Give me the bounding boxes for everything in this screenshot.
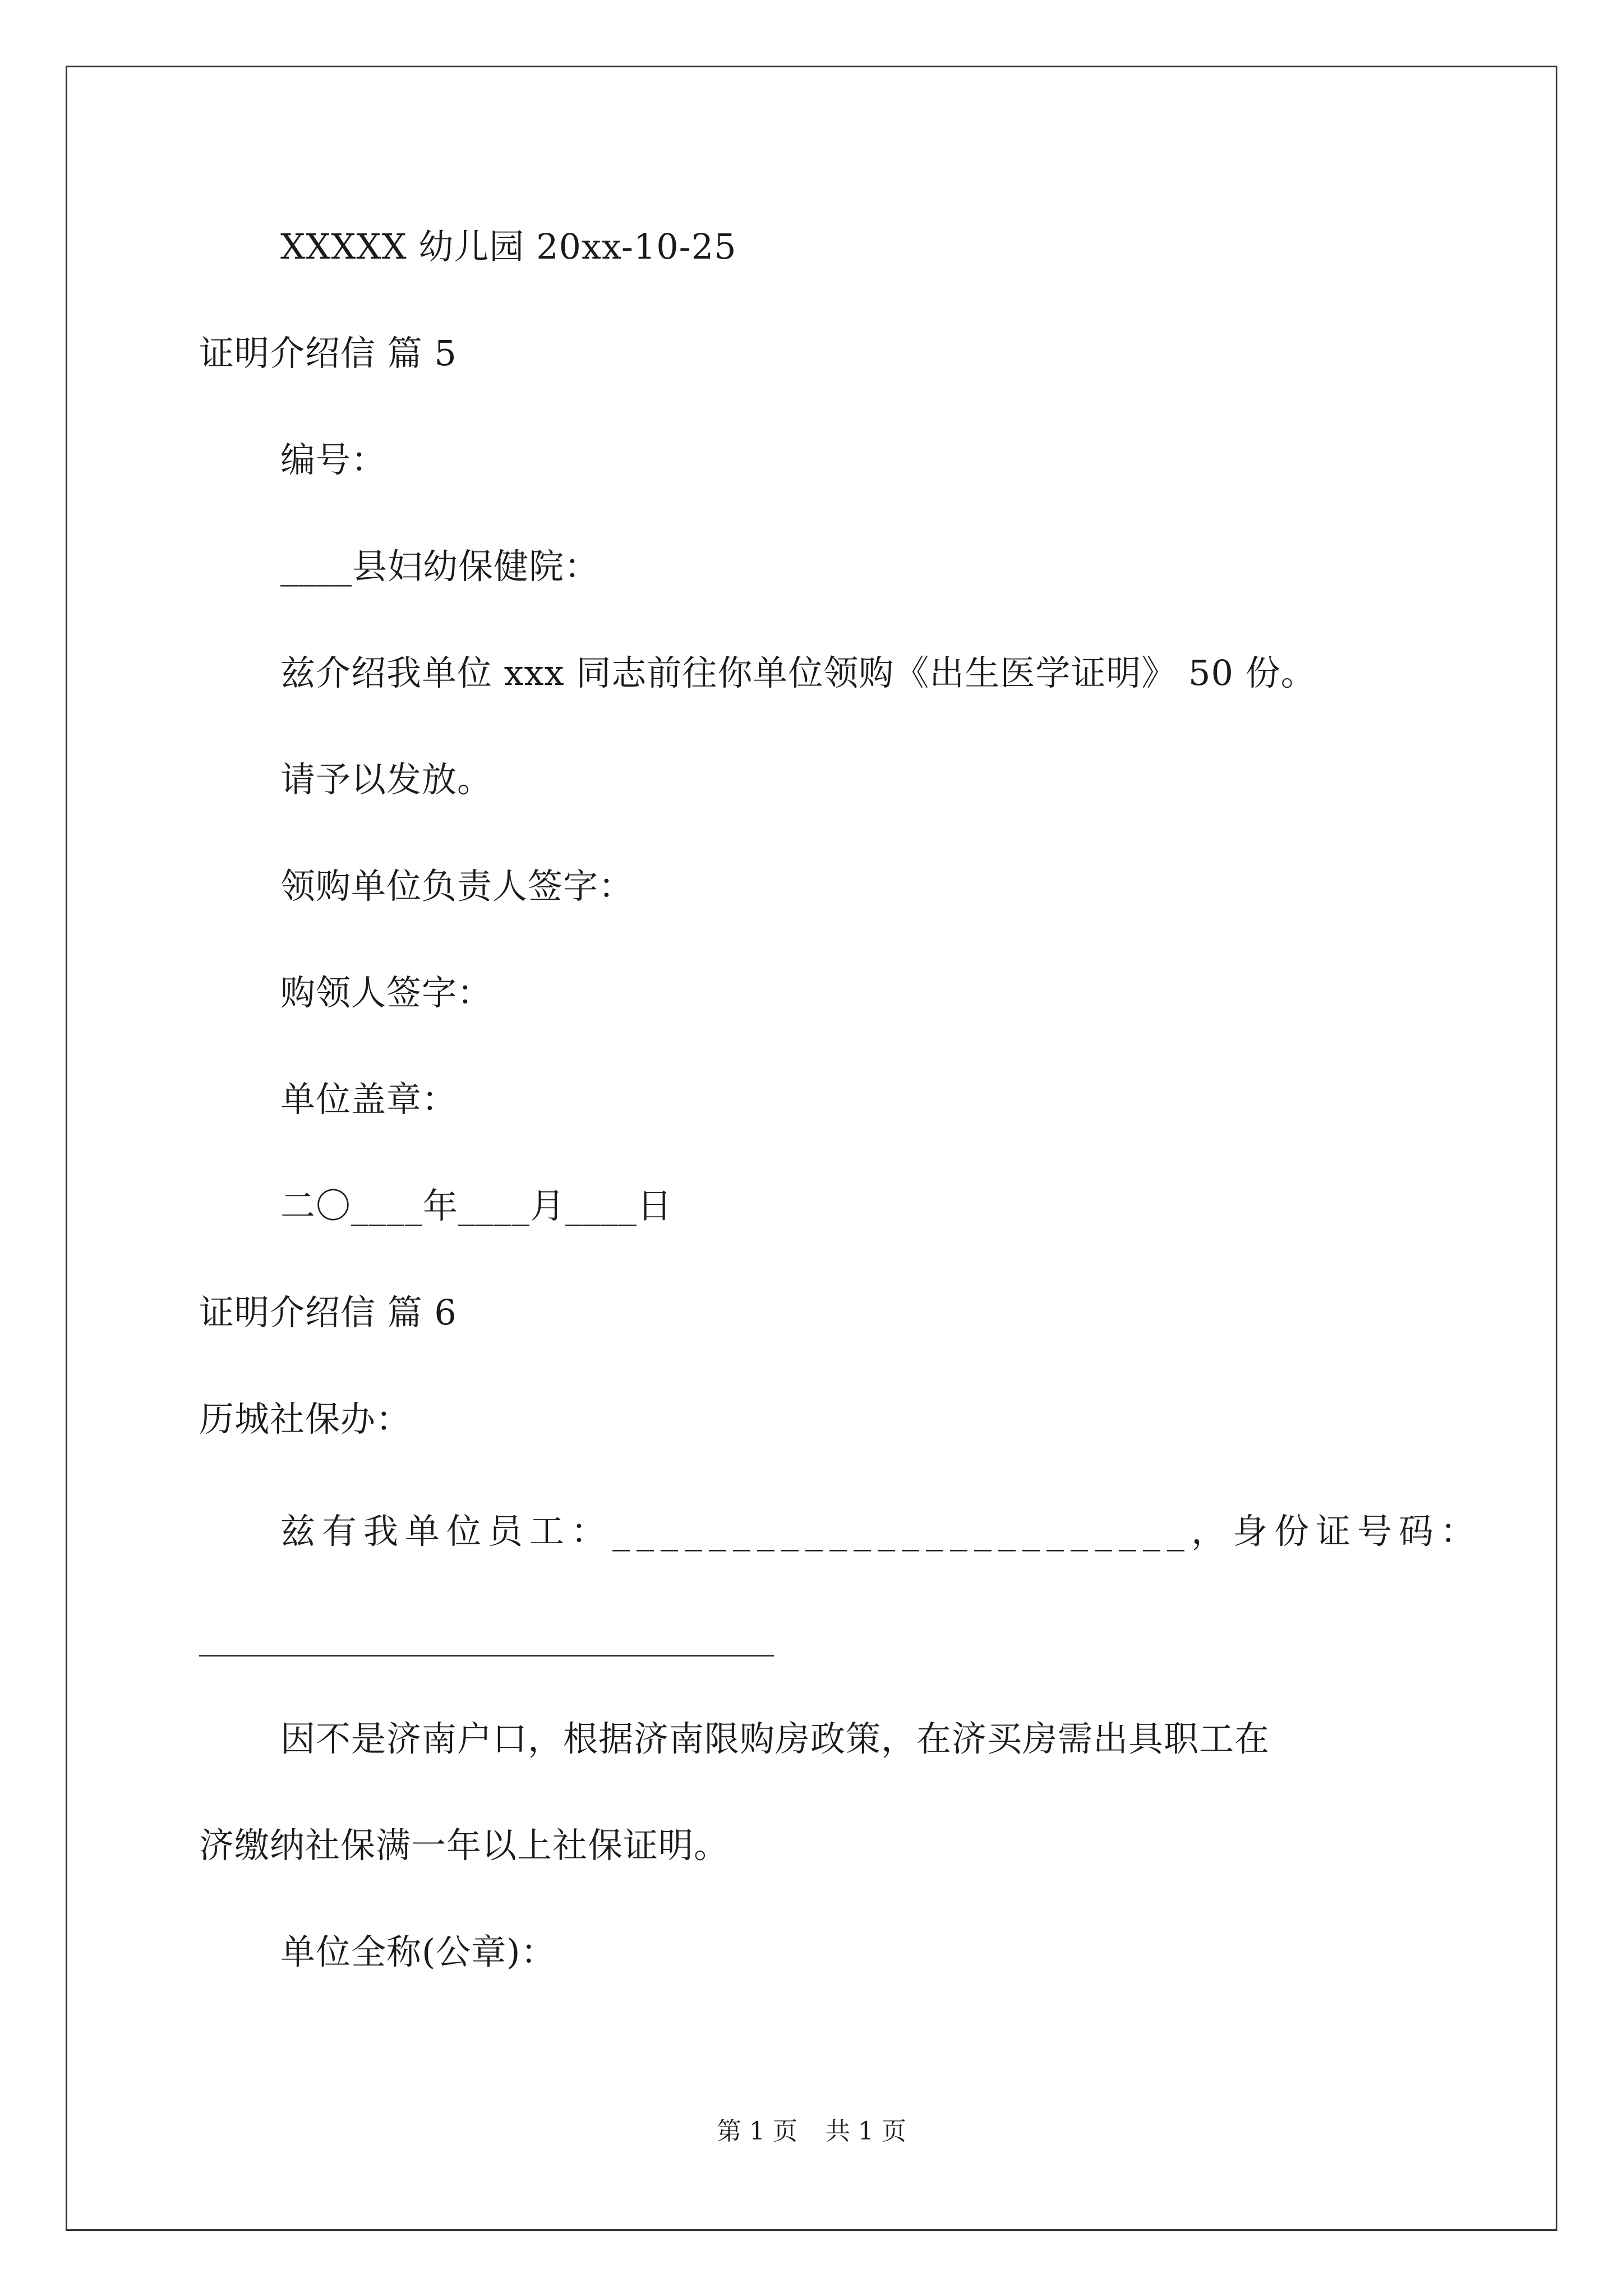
number-label: 编号： — [280, 439, 387, 480]
id-number-blank-line — [199, 1655, 774, 1657]
buyer-signature-label: 购领人签字： — [280, 972, 493, 1013]
section-heading-5: 证明介绍信 篇 5 — [199, 333, 457, 374]
body-paragraph-6-line-3: 济缴纳社保满一年以上社保证明。 — [199, 1825, 730, 1866]
body-paragraph-6-line-2: 因不是济南户口，根据济南限购房政策，在济买房需出具职工在 — [280, 1718, 1270, 1759]
sign-off-line: XXXXX 幼儿园 20xx-10-25 — [280, 226, 737, 267]
page-number: 第 1 页 — [717, 2117, 797, 2146]
request-line: 请予以发放。 — [280, 759, 493, 800]
page-total: 共 1 页 — [826, 2117, 906, 2146]
body-paragraph-6-line-1: 兹有我单位员工：________________________，身份证号码： — [280, 1511, 1482, 1552]
body-paragraph-5: 兹介绍我单位 xxx 同志前往你单位领购《出生医学证明》 50 份。 — [280, 652, 1316, 693]
recipient-line-5: ____县妇幼保健院： — [280, 546, 600, 587]
unit-full-name-label: 单位全称(公章)： — [280, 1931, 556, 1972]
unit-seal-label: 单位盖章： — [280, 1079, 458, 1120]
section-heading-6: 证明介绍信 篇 6 — [199, 1292, 457, 1333]
page-border — [66, 66, 1557, 2231]
unit-head-signature-label: 领购单位负责人签字： — [280, 866, 634, 907]
page-footer — [0, 2115, 1623, 2148]
recipient-line-6: 历城社保办： — [199, 1398, 412, 1439]
date-blank-line: 二〇____年____月____日 — [280, 1185, 673, 1226]
